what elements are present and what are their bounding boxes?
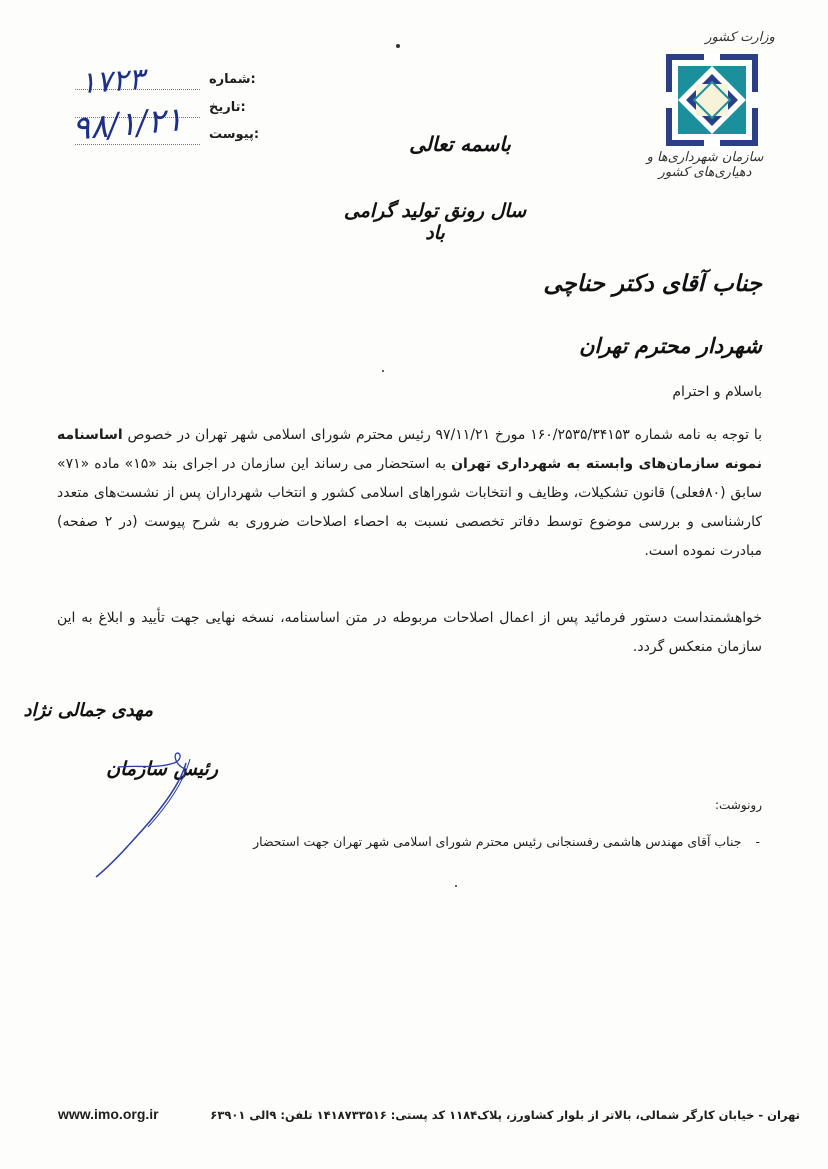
attachment-field (205, 127, 275, 142)
ministry-name: وزارت کشور (705, 30, 775, 45)
organization-logo-icon (664, 52, 760, 148)
cc-label: رونوشت: (714, 798, 762, 812)
addressee-name: جناب آقای دکتر حناچی (543, 270, 762, 297)
footer-website: www.imo.org.ir (58, 1106, 159, 1122)
paragraph-1-subject: اساسنامه نمونه سازمان‌های وابسته به شهرداری تهران (57, 427, 763, 472)
basmala-heading: باسمه تعالی (409, 132, 511, 156)
addressee-title: شهردار محترم تهران (579, 333, 762, 358)
scan-speck (455, 885, 457, 887)
organization-name: سازمان شهرداری‌ها و دهیاری‌های کشور (646, 150, 764, 180)
greeting: باسلام و احترام (672, 384, 762, 400)
year-slogan: سال رونق تولید گرامی باد (343, 200, 527, 244)
handwritten-letter-number: ۱۷۲۳ (78, 61, 146, 102)
number-label: شماره (209, 72, 251, 87)
footer-address: تهران - خیابان کارگر شمالی، بالاتر از بلوار کشاورز، پلاک۱۱۸۴ کد پستی: ۱۴۱۸۷۳۳۵۱۶ تلفن: ۹الی ۶۳۹۰۱ (210, 1108, 800, 1122)
number-field (205, 72, 275, 87)
body-paragraph-1 (57, 421, 762, 566)
handwritten-letter-date: ۹۸/۱/۲۱ (70, 99, 185, 148)
signature-scrawl-icon (90, 745, 220, 880)
date-field (205, 100, 275, 115)
number-colon: : (250, 72, 256, 87)
paragraph-1-intro: با توجه به نامه شماره ۱۶۰/۲۵۳۵/۳۴۱۵۳ مورخ ۹۷/۱۱/۲۱ رئیس محترم شورای اسلامی شهر تهران در خصوص (122, 427, 762, 443)
cc-item (253, 834, 760, 849)
scan-speck (382, 370, 384, 372)
date-label: تاریخ (209, 100, 241, 115)
paragraph-1-rest: به استحضار می رساند این سازمان در اجرای بند «۱۵» ماده «۷۱» سابق (۸۰فعلی) قانون تشکیلات، وظایف و انتخابات شوراهای اسلامی کشور و انتخاب شهرداران پس از نشست‌های متعدد کارشناسی و بررسی موضوع توسط دفاتر تخصصی نسبت به احصاء اصلاحات ضروری به شرح پیوست (در ۲ صفحه) مبادرت نموده است. (57, 456, 762, 559)
body-paragraph-2: خواهشمنداست دستور فرمائید پس از اعمال اصلاحات مربوطه در متن اساسنامه، نسخه نهایی جهت تأیید و ابلاغ به این سازمان منعکس گردد. (57, 610, 762, 655)
attachment-colon: : (253, 127, 260, 142)
cc-item-text: جناب آقای مهندس هاشمی رفسنجانی رئیس محترم شورای اسلامی شهر تهران جهت استحضار (253, 834, 742, 849)
signatory-name: مهدی جمالی نژاد (23, 700, 153, 721)
signatory-title: رئیس سازمان (106, 758, 218, 780)
cc-bullet: - (755, 834, 760, 849)
date-colon: : (240, 100, 246, 115)
attachment-label: پیوست (209, 127, 254, 142)
scan-speck (396, 44, 400, 48)
